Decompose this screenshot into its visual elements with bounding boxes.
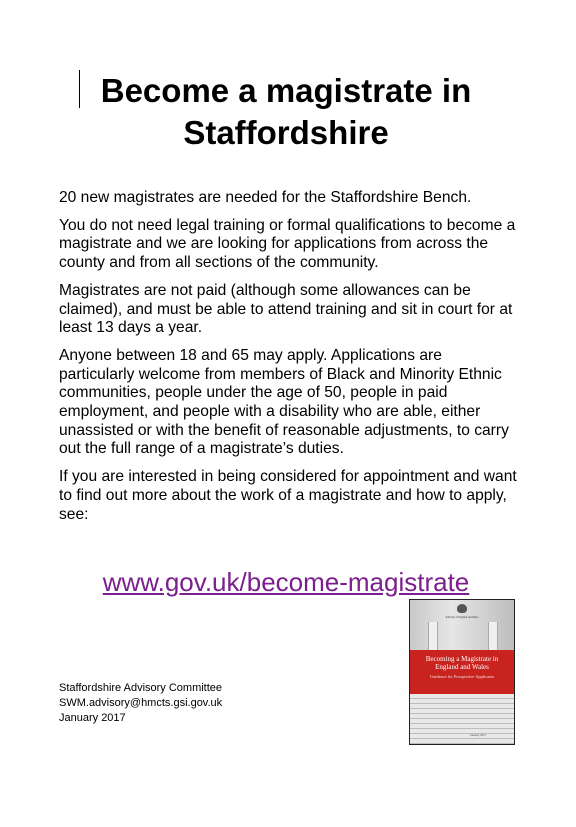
pillar-graphic <box>488 622 498 650</box>
steps-graphic <box>410 694 514 745</box>
contact-footer <box>59 681 222 726</box>
paragraph-qualifications: You do not need legal training or formal qualifications to become a magistrate and we are looking for applications from across the county and from all sections of the community. <box>59 216 516 272</box>
royal-crest-icon <box>457 604 467 613</box>
paragraph-commitment: Magistrates are not paid (although some allowances can be claimed), and must be able to attend training and sit in court for at least 13 days a year. <box>59 281 513 337</box>
booklet-title: Becoming a Magistrate in England and Wales <box>425 655 499 671</box>
body-text <box>59 189 521 533</box>
booklet-date: January 2017 <box>470 733 487 737</box>
guidance-booklet-cover <box>409 599 515 745</box>
booklet-department: Judiciary of England and Wales <box>445 616 479 619</box>
contact-email: SWM.advisory@hmcts.gsi.gov.uk <box>59 697 223 709</box>
become-magistrate-link[interactable]: www.gov.uk/become-magistrate <box>102 567 470 597</box>
booklet-subtitle: Guidance for Prospective Applicants <box>429 674 495 679</box>
pillar-graphic <box>428 622 438 650</box>
paragraph-eligibility: Anyone between 18 and 65 may apply. Applications are particularly welcome from members of Black and Minority Ethnic communities, people under the age of 50, people in paid employment, and people with a disability who are able, either unassisted or with the benefit of reasonable adjustments, to carry out the full range of a magistrate’s duties. <box>59 346 509 458</box>
paragraph-vacancies: 20 new magistrates are needed for the Staffordshire Bench. <box>59 189 472 206</box>
paragraph-more-info: If you are interested in being considered for appointment and want to find out more about the work of a magistrate and how to apply, see: <box>59 468 517 523</box>
publication-date: January 2017 <box>59 712 126 724</box>
organisation-name: Staffordshire Advisory Committee <box>59 682 223 694</box>
page-title: Become a magistrate in Staffordshire <box>100 72 472 151</box>
